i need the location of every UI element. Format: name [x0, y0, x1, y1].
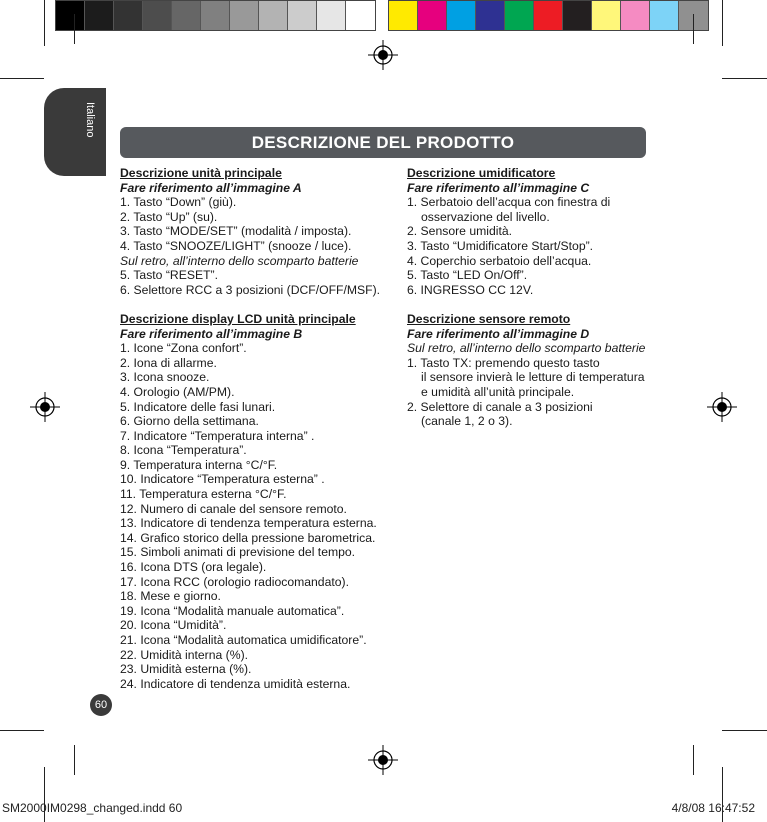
- list-item: il sensore invierà le letture di temperatura: [421, 370, 645, 385]
- list-item: 8. Icona “Temperatura”.: [120, 443, 247, 458]
- language-tab: [44, 88, 106, 176]
- crop-mark: [74, 14, 75, 44]
- list-item: 16. Icona DTS (ora legale).: [120, 560, 267, 575]
- color-swatch: [621, 1, 650, 30]
- humidifier-item-list: [407, 195, 662, 297]
- section-heading: Descrizione display LCD unità principale: [120, 311, 356, 326]
- registration-mark-icon: [368, 745, 398, 775]
- list-item: 2. Tasto “Up” (su).: [120, 209, 218, 224]
- list-item: 20. Icona “Umidità”.: [120, 618, 227, 633]
- list-item: 21. Icona “Modalità automatica umidificatore”.: [120, 633, 367, 647]
- list-item: 1. Tasto TX: premendo questo tasto: [407, 355, 600, 370]
- left-column: [120, 166, 402, 691]
- list-item: 10. Indicatore “Temperatura esterna” .: [120, 472, 325, 487]
- image-reference: Fare riferimento all’immagine A: [120, 180, 302, 195]
- note-text: Sul retro, all’interno dello scomparto batterie: [407, 341, 646, 356]
- registration-mark-icon: [707, 392, 737, 422]
- color-swatch: [56, 1, 85, 30]
- crop-mark: [693, 745, 694, 775]
- list-item: 5. Tasto “RESET”.: [120, 268, 218, 283]
- language-label: Italiano: [84, 102, 96, 138]
- crop-mark: [0, 78, 44, 79]
- list-item: 1. Tasto “Down” (giù).: [120, 195, 237, 210]
- page-number: 60: [90, 694, 112, 716]
- color-swatch: [317, 1, 346, 30]
- list-item: 5. Tasto “LED On/Off”.: [407, 268, 528, 283]
- list-item: 13. Indicatore di tendenza temperatura esterna.: [120, 516, 377, 531]
- list-item: 19. Icona “Modalità manuale automatica”.: [120, 603, 345, 618]
- color-swatch: [230, 1, 259, 30]
- list-item: 3. Icona snooze.: [120, 370, 210, 385]
- color-swatch: [85, 1, 114, 30]
- color-swatch: [447, 1, 476, 30]
- color-swatch: [259, 1, 288, 30]
- list-item: 5. Indicatore delle fasi lunari.: [120, 399, 276, 414]
- section-heading: Descrizione unità principale: [120, 166, 282, 180]
- color-swatch: [143, 1, 172, 30]
- list-item: 12. Numero di canale del sensore remoto.: [120, 501, 347, 516]
- list-item: 18. Mese e giorno.: [120, 589, 221, 604]
- list-item: osservazione del livello.: [421, 209, 550, 224]
- color-swatch: [418, 1, 447, 30]
- registration-mark-icon: [30, 392, 60, 422]
- image-reference: Fare riferimento all’immagine D: [407, 326, 590, 341]
- list-item: 7. Indicatore “Temperatura interna” .: [120, 428, 315, 443]
- crop-mark: [722, 0, 723, 46]
- right-column: [407, 166, 662, 429]
- slug-timestamp: 4/8/08 16:47:52: [671, 801, 755, 815]
- list-item: 4. Coperchio serbatoio dell’acqua.: [407, 253, 592, 268]
- list-item: 2. Sensore umidità.: [407, 224, 513, 239]
- list-item: 22. Umidità interna (%).: [120, 647, 249, 662]
- crop-mark: [0, 730, 44, 731]
- list-item: (canale 1, 2 o 3).: [421, 414, 513, 429]
- list-item: e umidità all’unità principale.: [421, 384, 575, 399]
- color-swatch: [650, 1, 679, 30]
- image-reference: Fare riferimento all’immagine B: [120, 326, 303, 341]
- color-swatch: [534, 1, 563, 30]
- color-swatch: [288, 1, 317, 30]
- color-swatch: [592, 1, 621, 30]
- list-item: 23. Umidità esterna (%).: [120, 662, 252, 677]
- crop-mark: [74, 745, 75, 775]
- color-swatch: [201, 1, 230, 30]
- list-item: 17. Icona RCC (orologio radiocomandato).: [120, 574, 349, 589]
- list-item: 3. Tasto “MODE/SET” (modalità / imposta).: [120, 224, 352, 239]
- list-item: 6. Giorno della settimana.: [120, 414, 259, 429]
- section-heading: Descrizione sensore remoto: [407, 311, 571, 326]
- color-swatch: [172, 1, 201, 30]
- crop-mark: [693, 14, 694, 44]
- list-item: 9. Temperatura interna °C/°F.: [120, 457, 278, 472]
- color-swatch: [476, 1, 505, 30]
- list-item: 11. Temperatura esterna °C/°F.: [120, 487, 287, 502]
- color-swatch: [563, 1, 592, 30]
- color-swatch: [114, 1, 143, 30]
- list-item: 14. Grafico storico della pressione barometrica.: [120, 530, 376, 545]
- list-item: 4. Tasto “SNOOZE/LIGHT” (snooze / luce).: [120, 238, 352, 253]
- list-item: 1. Icone “Zona confort”.: [120, 341, 247, 356]
- color-swatch: [505, 1, 534, 30]
- crop-mark: [722, 730, 767, 731]
- list-item: 6. INGRESSO CC 12V.: [407, 282, 534, 297]
- slug-filename: SM2000IM0298_changed.indd 60: [2, 801, 183, 815]
- section-heading: Descrizione umidificatore: [407, 166, 556, 180]
- list-item: 3. Tasto “Umidificatore Start/Stop”.: [407, 238, 594, 253]
- list-item: 1. Serbatoio dell’acqua con finestra di: [407, 195, 611, 210]
- section-title: DESCRIZIONE DEL PRODOTTO: [120, 127, 646, 158]
- sensor-item-list: [407, 356, 662, 429]
- crop-mark: [722, 78, 767, 79]
- list-item: 2. Selettore di canale a 3 posizioni: [407, 399, 593, 414]
- list-item: 15. Simboli animati di previsione del tempo.: [120, 545, 356, 560]
- lcd-item-list: [120, 341, 402, 691]
- color-swatch: [389, 1, 418, 30]
- registration-mark-icon: [368, 40, 398, 70]
- color-swatch: [346, 1, 375, 30]
- list-item: 4. Orologio (AM/PM).: [120, 384, 235, 399]
- gray-swatch-bar: [55, 0, 376, 31]
- note-text: Sul retro, all’interno dello scomparto batterie: [120, 253, 359, 268]
- crop-mark: [44, 0, 45, 46]
- color-swatch-bar: [388, 0, 709, 31]
- list-item: 2. Iona di allarme.: [120, 355, 217, 370]
- image-reference: Fare riferimento all’immagine C: [407, 180, 590, 195]
- list-item: 6. Selettore RCC a 3 posizioni (DCF/OFF/MSF).: [120, 282, 381, 297]
- list-item: 24. Indicatore di tendenza umidità esterna.: [120, 676, 351, 691]
